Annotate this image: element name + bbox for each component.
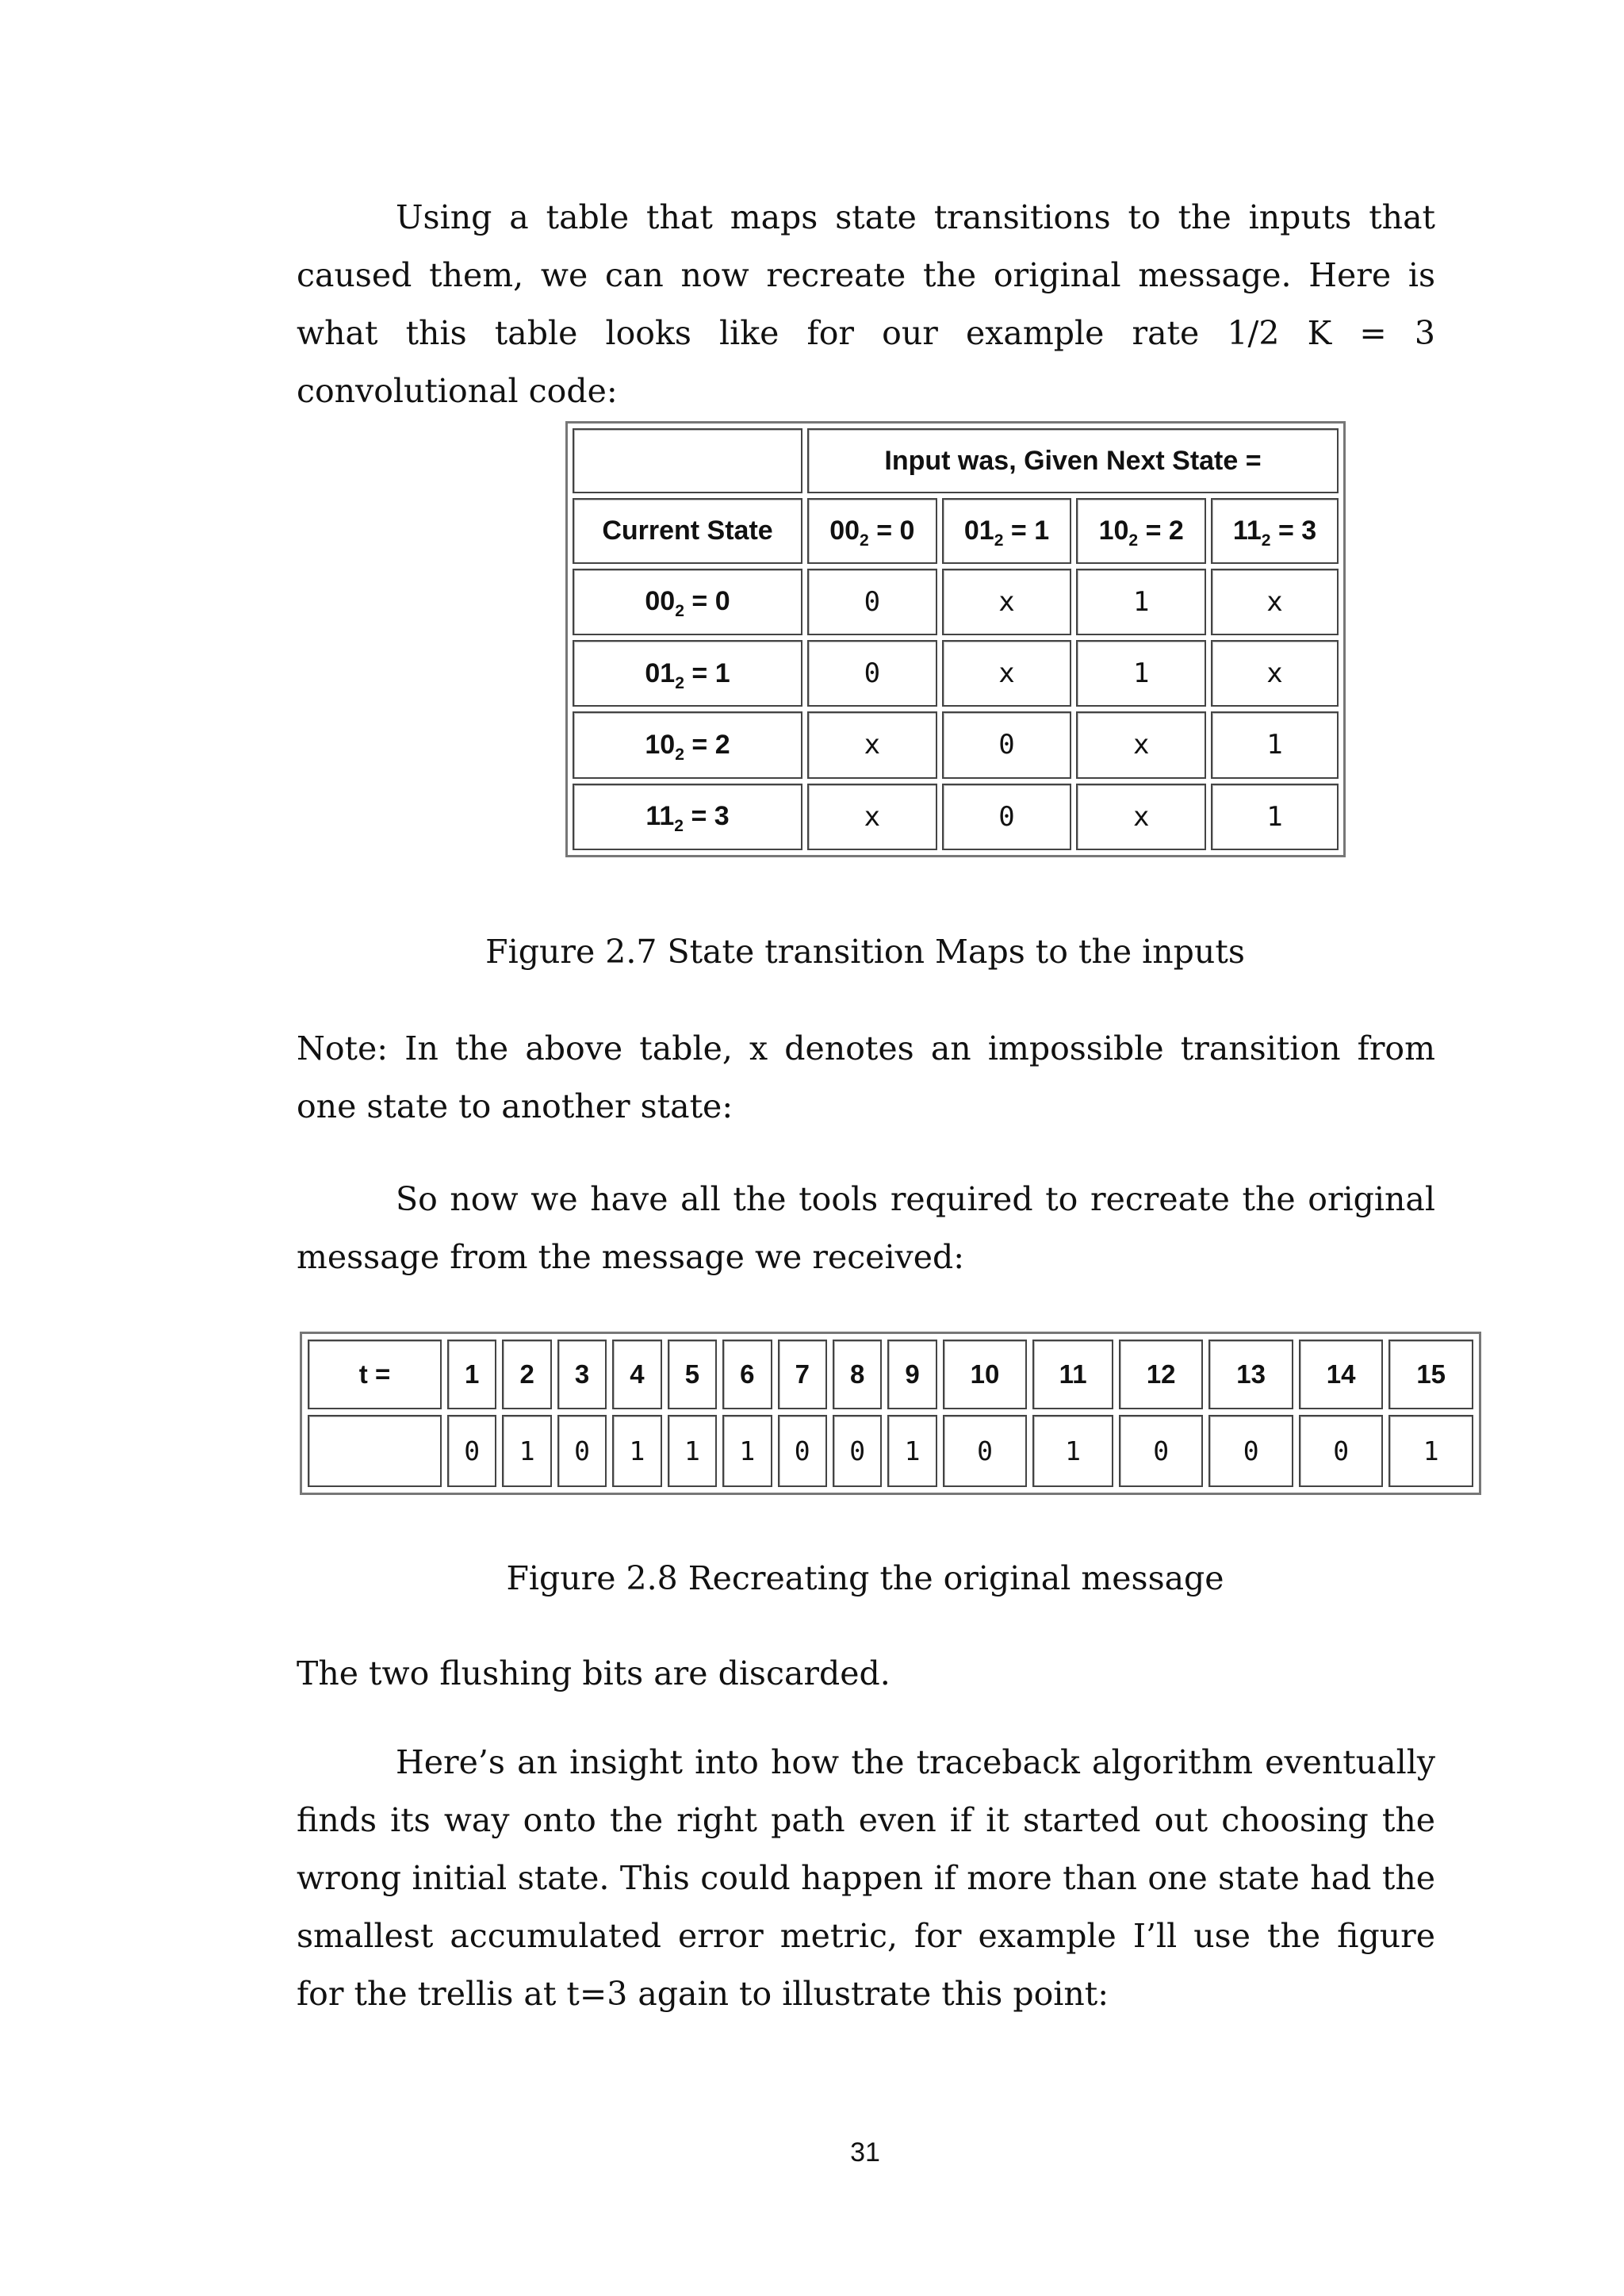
time-cell: 12 [1119,1340,1203,1409]
time-cell: 9 [887,1340,936,1409]
input-cell: 0 [942,784,1072,850]
input-cell: 0 [942,711,1072,778]
empty-corner-cell [573,428,802,493]
input-cell: 0 [807,640,937,707]
time-cell: 6 [722,1340,772,1409]
time-cell: 15 [1388,1340,1473,1409]
bit-cell: 1 [502,1415,551,1487]
input-header-cell: Input was, Given Next State = [807,428,1339,493]
page-number: 31 [850,2137,880,2168]
figure-2-8-caption: Figure 2.8 Recreating the original message [506,1559,1224,1597]
current-state-cell: $11_2 = 3$ [573,784,802,850]
input-cell: 1 [1211,784,1339,850]
table-row [573,569,1339,635]
bit-cell: 1 [887,1415,936,1487]
bit-cell: 0 [778,1415,827,1487]
input-cell: x [942,569,1072,635]
input-cell: 1 [1076,569,1206,635]
current-state-cell: $01_2 = 1$ [573,640,802,707]
time-cell: 3 [557,1340,607,1409]
next-state-col-1: $01_2 = 1$ [942,498,1072,563]
figure-2-7-caption: Figure 2.7 State transition Maps to the inputs [485,933,1245,971]
next-state-col-3: $11_2 = 3$ [1211,498,1339,563]
bit-cell: 0 [1299,1415,1383,1487]
bit-cell: 0 [447,1415,496,1487]
recreated-message-table [300,1332,1481,1495]
current-state-header: Current State [573,498,802,563]
input-cell: x [1076,711,1206,778]
current-state-cell: $10_2 = 2$ [573,711,802,778]
flushing-bits-paragraph: The two flushing bits are discarded. [297,1654,891,1692]
bit-cell: 0 [833,1415,882,1487]
bit-cell: 1 [612,1415,661,1487]
bit-cell: 0 [1208,1415,1293,1487]
bit-cell: 0 [1119,1415,1203,1487]
note-paragraph: Note: In the above table, x denotes an impossible transition from one state to another state: [297,1029,1435,1125]
input-cell: x [942,640,1072,707]
bit-cell: 1 [722,1415,772,1487]
input-cell: 1 [1211,711,1339,778]
table-row [573,784,1339,850]
time-cell: 11 [1032,1340,1113,1409]
input-cell: 1 [1076,640,1206,707]
state-transition-input-table [565,421,1346,857]
input-cell: x [1211,640,1339,707]
bit-cell: 1 [1032,1415,1113,1487]
input-cell: 0 [807,569,937,635]
time-cell: 8 [833,1340,882,1409]
t-label-cell: t = [308,1340,442,1409]
intro-paragraph: Using a table that maps state transitions to the inputs that caused them, we can now recreate the original message. Here is what this table looks like for our example rate 1/2 K = 3 convolutional code: [297,198,1435,410]
bit-cell: 1 [1388,1415,1473,1487]
time-cell: 13 [1208,1340,1293,1409]
time-cell: 14 [1299,1340,1383,1409]
time-cell: 4 [612,1340,661,1409]
input-cell: x [1076,784,1206,850]
current-state-cell: $00_2 = 0$ [573,569,802,635]
input-cell: x [807,711,937,778]
next-state-col-2: $10_2 = 2$ [1076,498,1206,563]
input-cell: x [1211,569,1339,635]
bit-cell: 1 [668,1415,717,1487]
table-row [573,640,1339,707]
table-row [573,711,1339,778]
time-cell: 5 [668,1340,717,1409]
traceback-paragraph: Here’s an insight into how the traceback algorithm eventually finds its way onto the right path even if it started out choosing the wrong initial state. This could happen if more than one state had the smallest accumulated error metric, for example I’ll use the figure for the trellis at t=3 again to illustrate this point: [297,1743,1435,2013]
next-state-col-0: $00_2 = 0$ [807,498,937,563]
tools-paragraph: So now we have all the tools required to recreate the original message from the message we received: [297,1180,1435,1276]
time-cell: 7 [778,1340,827,1409]
empty-label-cell [308,1415,442,1487]
table-row [308,1340,1473,1409]
bit-cell: 0 [943,1415,1027,1487]
time-cell: 1 [447,1340,496,1409]
input-cell: x [807,784,937,850]
time-cell: 2 [502,1340,551,1409]
bit-cell: 0 [557,1415,607,1487]
table-row [308,1415,1473,1487]
time-cell: 10 [943,1340,1027,1409]
